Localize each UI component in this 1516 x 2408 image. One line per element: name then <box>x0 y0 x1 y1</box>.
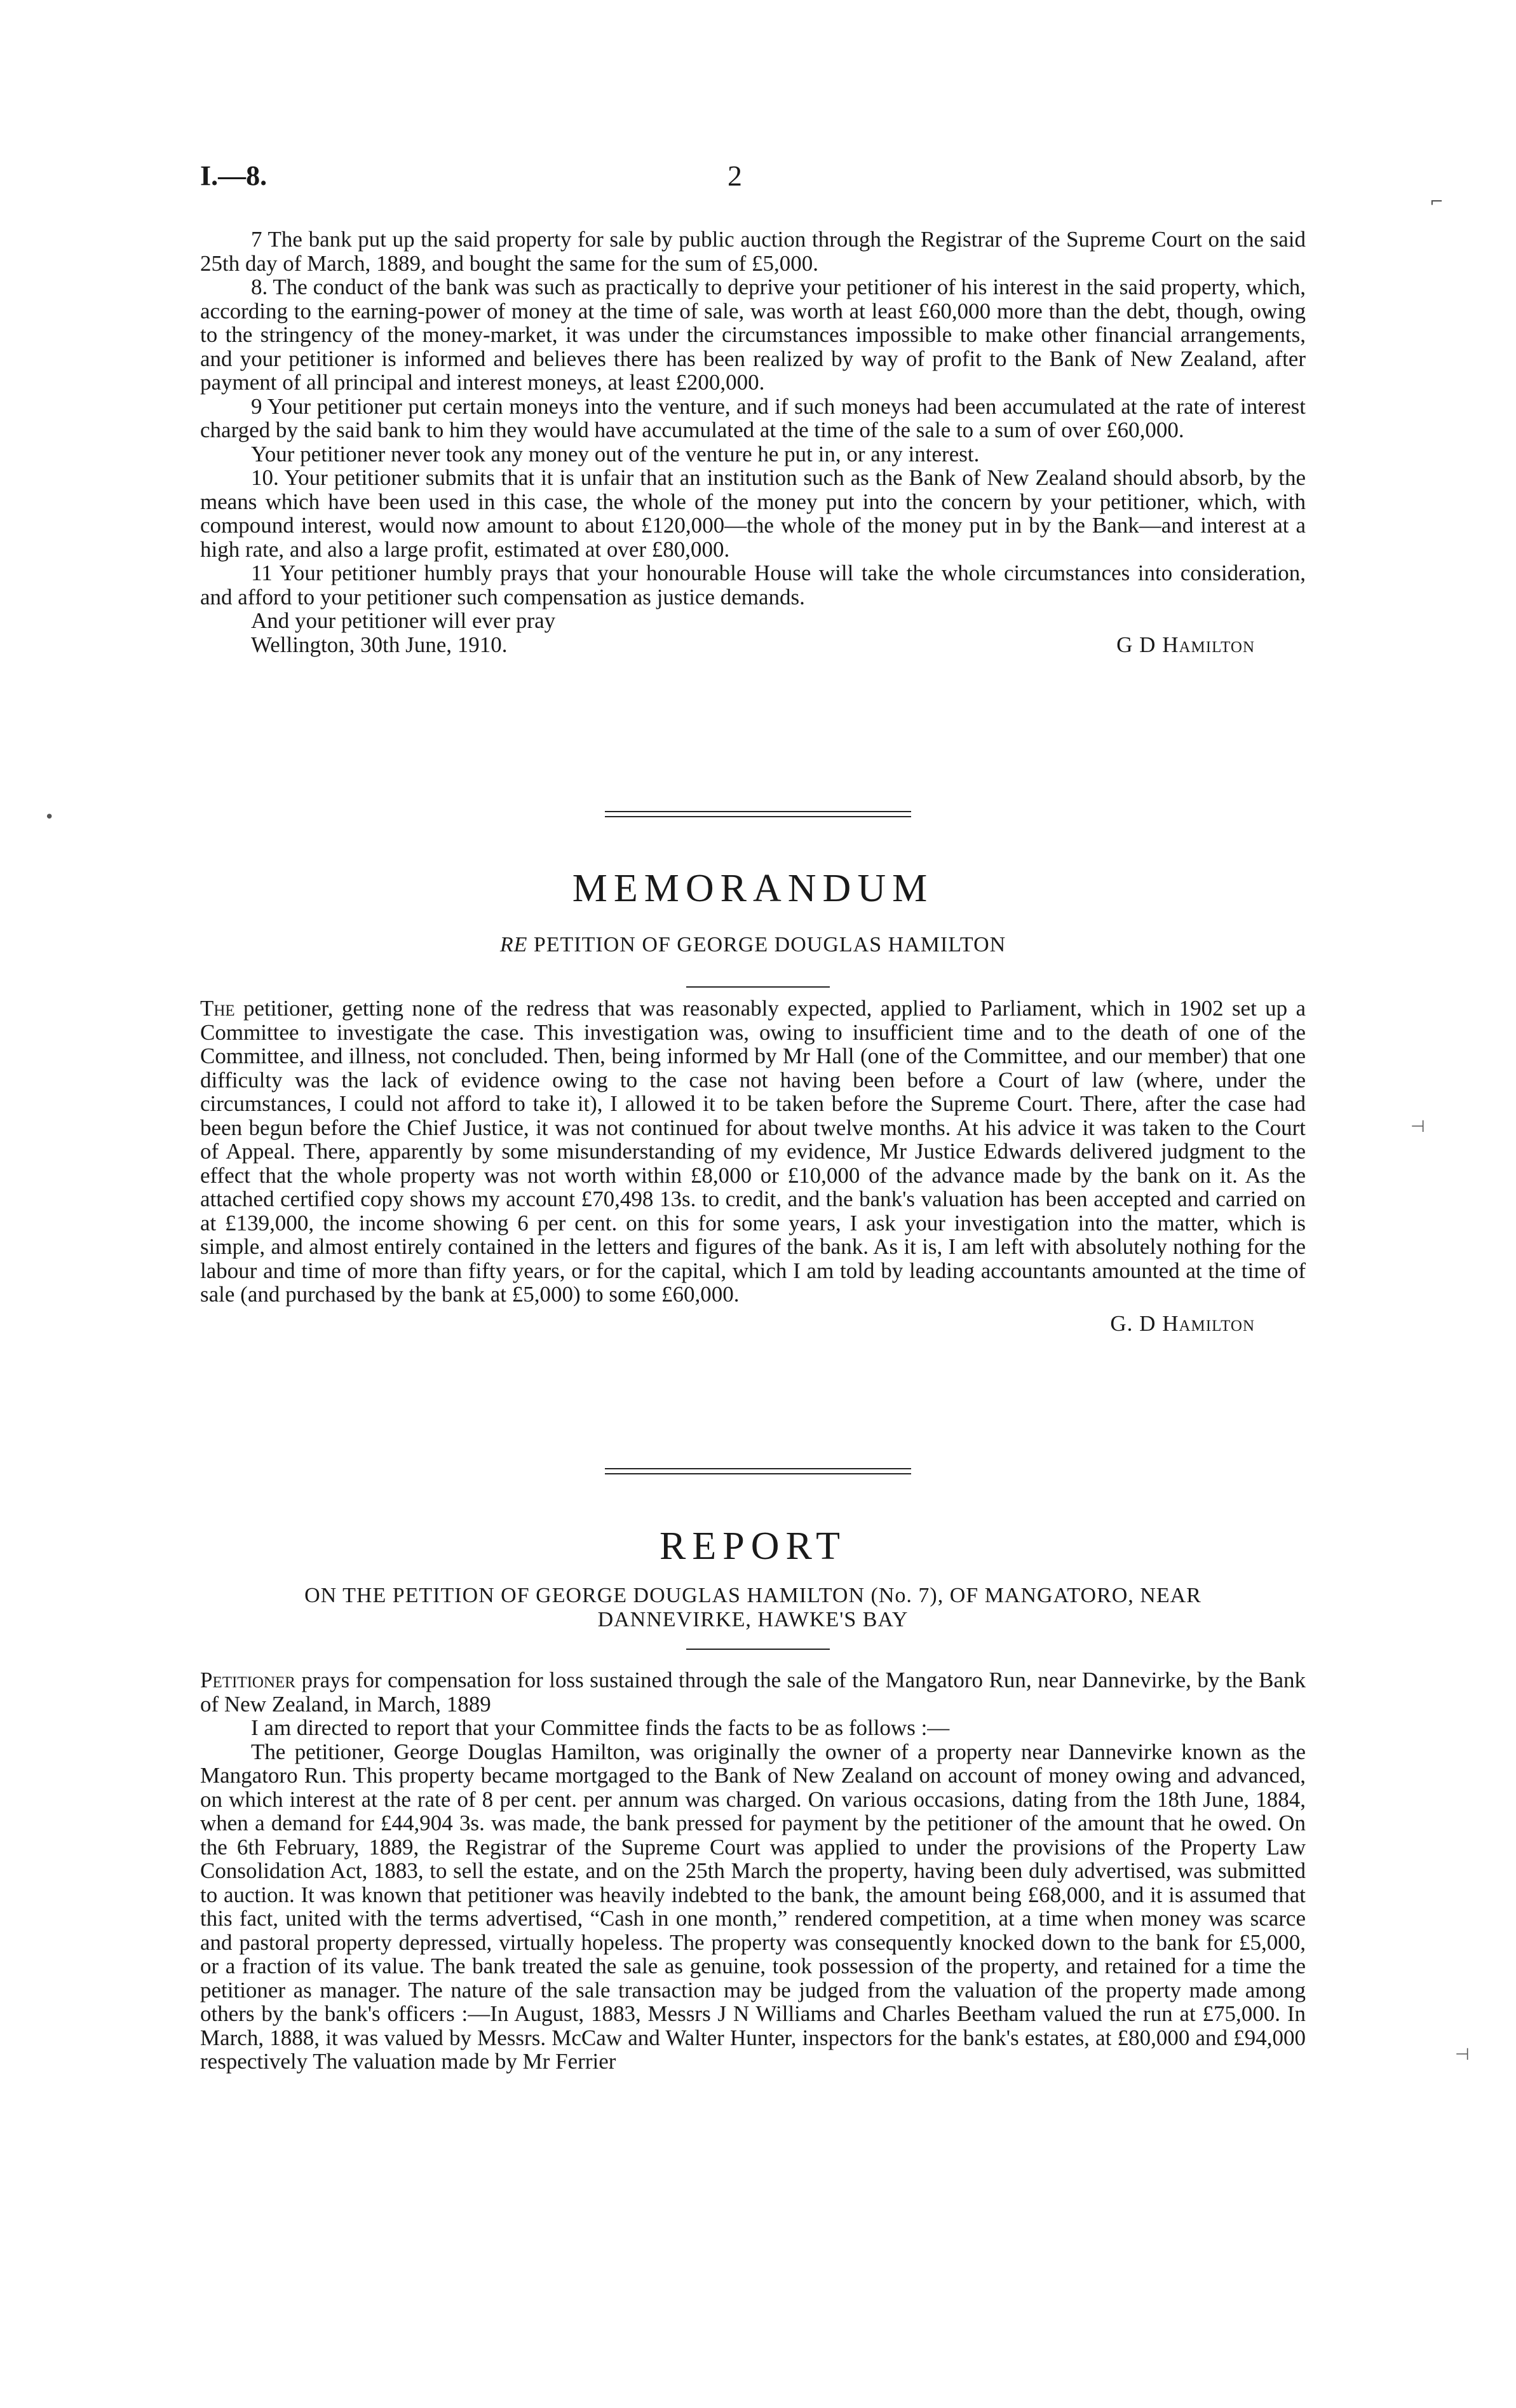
margin-mark: ⊣ <box>1455 2045 1470 2064</box>
petition-signature: G D Hamilton <box>1116 632 1255 657</box>
memorandum-signature-row <box>200 1312 1306 1336</box>
page-number: 2 <box>728 160 742 192</box>
report-subtitle-line2: DANNEVIRKE, HAWKE'S BAY <box>597 1608 909 1631</box>
petition-text <box>200 228 1306 656</box>
petition-paragraph-8: 8. The conduct of the bank was such as practically to deprive your petitioner of his interest in the said property, which, according to the earning-power of money at the time of sale, was worth at least £60,000 more than the debt, though, owing to the stringency of the money-market, it was under the circumstances impossible to make other financial arrangements, and your petitioner is informed and believes there has been realized by way of profit to the Bank of New Zealand, after payment of all principal and interest moneys, at least £200,000. <box>200 275 1306 395</box>
section-divider <box>605 1468 911 1474</box>
page-header <box>200 160 1306 208</box>
petition-paragraph-9: 9 Your petitioner put certain moneys into the venture, and if such moneys had been accumulated at the rate of interest charged by the said bank to him they would have accumulated at the time of the sale to a sum of over £60,000. <box>200 393 1306 442</box>
memorandum-signature: G. D Hamilton <box>1110 1310 1255 1336</box>
petition-paragraph-10: 10. Your petitioner submits that it is unfair that an institution such as the Bank of New Zealand should absorb, by the means which have been used in this case, the whole of the money put into the concern by your petitioner, which, with compound interest, would now amount to about £120,000—the whole of the money put in by the Bank—and interest at a high rate, and also a large profit, estimated at over £80,000. <box>200 465 1306 562</box>
report-subtitle <box>200 1584 1306 1632</box>
petition-paragraph-11: 11 Your petitioner humbly prays that your honourable House will take the whole circumstances into consideration, and afford to your petitioner such compensation as justice demands. <box>200 561 1306 609</box>
report-body: The petitioner, George Douglas Hamilton, was originally the owner of a property near Dannevirke known as the Mangatoro Run. This property became mortgaged to the Bank of New Zealand on account of money owing and advanced, on which interest at the rate of 8 per cent. per annum was charged. On various occasions, dating from the 18th June, 1884, when a demand for £44,904 3s. was made, the bank pressed for payment by the petitioner of the amount that he owed. On the 6th February, 1889, the Registrar of the Supreme Court was applied to under the provisions of the Property Law Consolidation Act, 1883, to sell the estate, and on the 25th March the property, having been duly advertised, was submitted to auction. It was known that petitioner was heavily indebted to the bank, the amount being £68,000, and it is assumed that this fact, united with the terms advertised, “Cash in one month,” rendered competition, at a time when money was scarce and pastoral property depressed, virtually hopeless. The property was consequently knocked down to the bank for £5,000, or a fraction of its value. The bank treated the sale as genuine, took possession of the property, and retained for a time the petitioner as manager. The nature of the sale transaction may be judged from the valuation of the property made among others by the bank's officers :—In August, 1883, Messrs J N Williams and Charles Beetham valued the run at £75,000. In March, 1888, it was valued by Messrs. McCaw and Walter Hunter, inspectors for the bank's estates, at £80,000 and £94,000 respectively The valuation made by Mr Ferrier <box>200 1739 1306 2074</box>
petition-paragraph-9b: Your petitioner never took any money out of the venture he put in, or any interest. <box>251 441 980 466</box>
petition-place-date: Wellington, 30th June, 1910. <box>251 632 508 657</box>
report-title: REPORT <box>660 1525 846 1568</box>
short-rule <box>686 1649 830 1650</box>
short-rule <box>686 986 830 988</box>
report-first-paragraph <box>200 1668 1306 1716</box>
memorandum-body <box>200 997 1306 1307</box>
report-subtitle-line1: ON THE PETITION OF GEORGE DOUGLAS HAMILTON (No. 7), OF MANGATORO, NEAR <box>304 1584 1201 1607</box>
margin-mark: ⊣ <box>1411 1117 1425 1136</box>
memorandum-re: RE <box>499 933 528 956</box>
section-divider <box>605 811 911 817</box>
petition-paragraph-7: 7 The bank put up the said property for sale by public auction through the Registrar of the Supreme Court on the said 25th day of March, 1889, and bought the same for the sum of £5,000. <box>200 227 1306 276</box>
memorandum-subtitle <box>200 933 1306 957</box>
margin-mark: ⌐ <box>1430 193 1444 212</box>
petition-closing: And your petitioner will ever pray <box>251 608 556 633</box>
margin-mark: • <box>44 808 55 827</box>
memorandum-body-text: petitioner, getting none of the redress that was reasonably expected, applied to Parliament, which in 1902 set up a Committee to investigate the case. This investigation was, owing to insufficient time and to the death of one of the Committee, and illness, not concluded. Then, being informed by Mr Hall (one of the Committee, and our member) that one difficulty was the lack of evidence owing to the case not having been before a Court of law (where, under the circumstances, I could not afford to take it), I allowed it to be taken before the Supreme Court. There, after the case had been begun before the Chief Justice, it was not continued for about twelve months. At his advice it was taken to the Court of Appeal. There, apparently by some misunderstanding of my evidence, Mr Justice Edwards delivered judgment to the effect that the whole property was not worth within £8,000 or £10,000 of the advance made by the bank on it. As the attached certified copy shows my account £70,498 13s. to credit, and the bank's valuation has been accepted and carried on at £139,000, the income showing 6 per cent. on this for some years, I ask your investigation into the matter, which is simple, and almost entirely contained in the letters and figures of the bank. As it is, I am left with absolutely nothing for the labour and time of more than fifty years, or for the capital, which I am told by leading accountants amounted at the time of sale (and purchased by the bank at £5,000) to some £60,000. <box>200 996 1306 1307</box>
report-directed: I am directed to report that your Committee finds the facts to be as follows :— <box>251 1715 950 1740</box>
report-text <box>200 1668 1306 2074</box>
report-lead: Petitioner <box>200 1668 295 1692</box>
memorandum-title: MEMORANDUM <box>572 867 934 910</box>
memorandum-text <box>200 997 1306 1335</box>
series-number: I.—8. <box>200 160 267 191</box>
memorandum-subtitle-text: PETITION OF GEORGE DOUGLAS HAMILTON <box>533 933 1006 956</box>
report-first-text: prays for compensation for loss sustained through the sale of the Mangatoro Run, near Dannevirke, by the Bank of New Zealand, in March, 1889 <box>200 1668 1306 1717</box>
petition-date-signature <box>200 633 1306 657</box>
memorandum-lead: The <box>200 996 235 1021</box>
